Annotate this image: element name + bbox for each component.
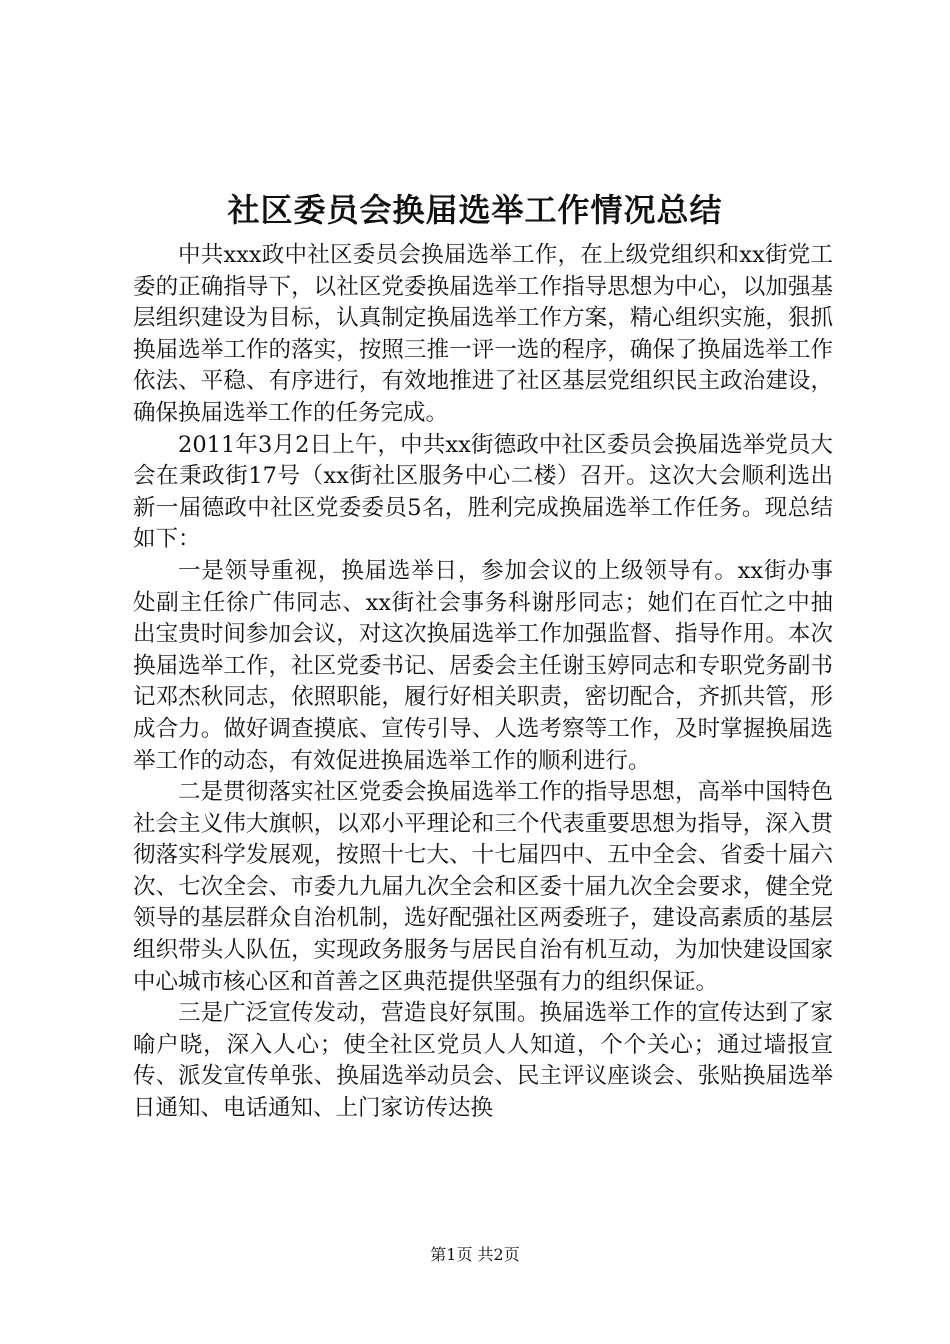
- document-body: [133, 240, 833, 1125]
- paragraph-meeting: 2011年3月2日上午，中共xx街德政中社区委员会换届选举党员大会在秉政街17号（xx街社区服务中心二楼）召开。这次大会顺利选出新一届德政中社区党委委员5名，胜利完成换届选举工作任务。现总结如下：: [133, 431, 833, 553]
- paragraph-point-one: 一是领导重视，换届选举日，参加会议的上级领导有。xx街办事处副主任徐广伟同志、xx街社会事务科谢彤同志；她们在百忙之中抽出宝贵时间参加会议，对这次换届选举工作加强监督、指导作用。本次换届选举工作，社区党委书记、居委会主任谢玉婷同志和专职党务副书记邓杰秋同志，依照职能，履行好相关职责，密切配合，齐抓共管，形成合力。做好调查摸底、宣传引导、人选考察等工作，及时掌握换届选举工作的动态，有效促进换届选举工作的顺利进行。: [133, 557, 833, 774]
- paragraph-point-two: 二是贯彻落实社区党委会换届选举工作的指导思想，高举中国特色社会主义伟大旗帜，以邓小平理论和三个代表重要思想为指导，深入贯彻落实科学发展观，按照十七大、十七届四中、五中全会、省委十届六次、七次全会、市委九九届九次全会和区委十届九次全会要求，健全党领导的基层群众自治机制，选好配强社区两委班子，建设高素质的基层组织带头人队伍，实现政务服务与居民自治有机互动，为加快建设国家中心城市核心区和首善之区典范提供坚强有力的组织保证。: [133, 779, 833, 995]
- paragraph-point-three: 三是广泛宣传发动，营造良好氛围。换届选举工作的宣传达到了家喻户晓，深入人心；使全社区党员人人知道，个个关心；通过墙报宣传、派发宣传单张、换届选举动员会、民主评议座谈会、张贴换届选举日通知、电话通知、上门家访传达换: [133, 1000, 833, 1122]
- page-footer: 第1页 共2页: [430, 1245, 520, 1264]
- document-title: 社区委员会换届选举工作情况总结: [227, 191, 723, 229]
- paragraph-intro: 中共xxx政中社区委员会换届选举工作，在上级党组织和xx街党工委的正确指导下，以社区党委换届选举工作指导思想为中心，以加强基层组织建设为目标，认真制定换届选举工作方案，精心组织实施，狠抓换届选举工作的落实，按照三推一评一选的程序，确保了换届选举工作依法、平稳、有序进行，有效地推进了社区基层党组织民主政治建设，确保换届选举工作的任务完成。: [133, 242, 833, 426]
